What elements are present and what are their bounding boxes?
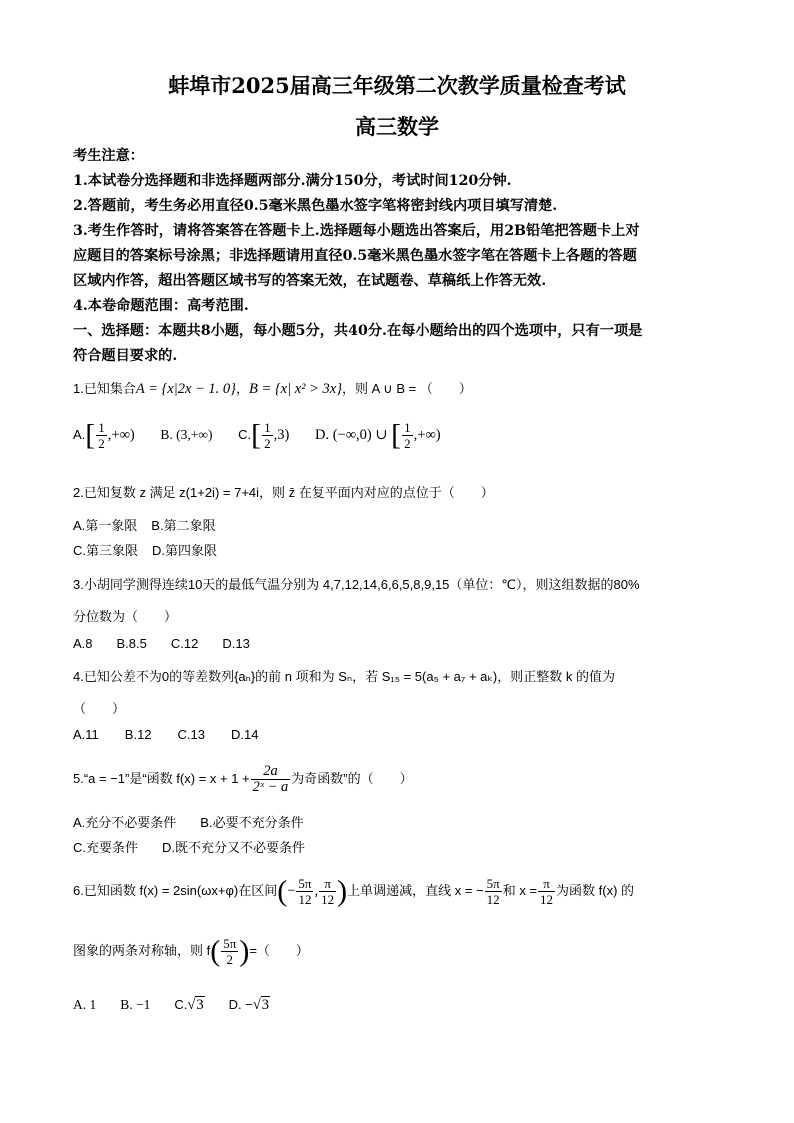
question-2-options-row2 <box>73 542 733 560</box>
q1-option-c-label: C. <box>238 426 252 442</box>
q6-option-a[interactable]: A. 1 <box>73 997 97 1012</box>
q1-option-d-label: D. (−∞,0) ∪ <box>314 426 392 443</box>
bracket-left: [ <box>391 418 402 452</box>
fraction-num: π <box>319 876 336 892</box>
q1-option-c-rest: ,3) <box>273 426 290 443</box>
bracket-left: [ <box>85 418 96 452</box>
question-5-options-row1 <box>73 814 733 832</box>
q1-option-c[interactable] <box>238 420 289 451</box>
q1-set-a: A = {x|2x − 1. 0} <box>135 381 236 397</box>
question-5-options-row2 <box>73 839 733 857</box>
fraction-half <box>262 420 273 451</box>
q2-option-b[interactable]: B.第二象限 <box>151 518 216 533</box>
question-6-options <box>73 996 733 1014</box>
q1-option-d[interactable] <box>315 420 441 451</box>
q6-comma: , <box>314 883 319 899</box>
q6-prefix: 6.已知函数 f(x) = 2sin(ωx+φ)在区间 <box>73 883 278 898</box>
notice-item-3-cont2: 区域内作答，超出答题区域书写的答案无效，在试题卷、草稿纸上作答无效. <box>73 273 547 289</box>
question-4-stem-cont: （ ） <box>73 701 126 716</box>
question-4-stem: 4.已知公差不为0的等差数列{aₙ}的前 n 项和为 Sₙ，若 S₁₅ = 5(a₅ + a₇ + aₖ)，则正整数 k 的值为 <box>73 669 615 684</box>
q3-option-c[interactable]: C.12 <box>170 636 199 651</box>
q6-frac-4 <box>538 876 555 907</box>
q5-option-a[interactable]: A.充分不必要条件 <box>73 815 177 830</box>
q5-option-b[interactable]: B.必要不充分条件 <box>200 815 304 830</box>
sqrt-icon: √ <box>252 997 261 1013</box>
q5-option-d[interactable]: D.既不充分又不必要条件 <box>162 840 306 855</box>
q5-fraction <box>251 764 291 795</box>
fraction-num: 1 <box>404 420 411 435</box>
question-2-stem: 2.已知复数 z 满足 z(1+2i) = 7+4i，则 z̄ 在复平面内对应的点位于（ ） <box>73 485 494 500</box>
q5-suffix: 为奇函数”的（ ） <box>291 771 413 786</box>
q4-option-c[interactable]: C.13 <box>177 727 205 742</box>
q2-option-d[interactable]: D.第四象限 <box>152 543 218 558</box>
q6-option-b[interactable]: B. −1 <box>120 997 151 1012</box>
fraction-half <box>96 420 107 451</box>
q4-option-d[interactable]: D.14 <box>231 727 259 742</box>
q6-option-d-label: D. − <box>228 997 253 1012</box>
q6-option-c[interactable] <box>174 996 204 1014</box>
fraction-den: 2 <box>98 436 105 451</box>
sqrt-value: 3 <box>261 997 270 1013</box>
q6-line2-prefix: 图象的两条对称轴，则 f <box>73 943 211 958</box>
notice-item-2: 2.答题前，考生务必用直径0.5毫米黑色墨水签字笔将密封线内项目填写清楚. <box>73 198 558 214</box>
notice-item-3: 3.考生作答时，请将答案答在答题卡上.选择题每小题选出答案后，用2B铅笔把答题卡上对 <box>73 223 640 239</box>
q6-option-c-label: C. <box>174 997 188 1012</box>
q1-option-b[interactable]: B. (3,+∞) <box>160 426 213 442</box>
fraction-num: 2a <box>251 764 291 780</box>
fraction-half <box>402 420 413 451</box>
paren-right: ) <box>239 934 250 968</box>
q1-sep: ， <box>235 381 249 396</box>
q6-frac-1 <box>296 876 313 907</box>
q6-line2-suffix: =（ ） <box>249 943 309 958</box>
q1-option-a[interactable] <box>73 420 135 451</box>
fraction-num: 1 <box>98 420 105 435</box>
q3-option-a[interactable]: A.8 <box>73 636 93 651</box>
fraction-num: 5π <box>298 876 312 892</box>
section-heading: 一、选择题：本题共8小题，每小题5分，共40分.在每小题给出的四个选项中，只有一项是 <box>73 323 643 339</box>
question-3-stem-cont: 分位数为（ ） <box>73 609 178 624</box>
q2-option-a[interactable]: A.第一象限 <box>73 518 138 533</box>
q5-prefix: 5.“a = −1”是“函数 f(x) = x + 1 + <box>73 771 250 786</box>
q5-option-c[interactable]: C.充要条件 <box>73 840 139 855</box>
q6-frac-3 <box>485 876 502 907</box>
question-3-options <box>73 635 733 653</box>
q6-and: 和 x = <box>502 883 538 898</box>
question-3-stem: 3.小胡同学测得连续10天的最低气温分别为 4,7,12,14,6,6,5,8,9,15（单位：℃），则这组数据的80% <box>73 577 640 592</box>
fraction-den: 2ˣ − a <box>252 779 289 796</box>
q3-option-d[interactable]: D.13 <box>222 636 250 651</box>
notice-item-1: 1.本试卷分选择题和非选择题两部分.满分150分，考试时间120分钟. <box>73 173 512 189</box>
question-1-options <box>73 420 733 451</box>
question-2-options-row1 <box>73 517 733 535</box>
q6-minus: − <box>287 883 296 899</box>
q1-option-a-rest: ,+∞) <box>107 426 135 443</box>
paren-left: ( <box>277 874 288 908</box>
fraction-num: π <box>538 876 555 892</box>
q2-option-c[interactable]: C.第三象限 <box>73 543 139 558</box>
question-6-stem-cont <box>73 932 733 970</box>
q6-option-d[interactable] <box>229 996 270 1014</box>
q1-suffix: ，则 A ∪ B = （ ） <box>342 381 472 396</box>
q6-end: 为函数 f(x) 的 <box>556 883 635 898</box>
notice-heading: 考生注意： <box>73 148 144 164</box>
fraction-num: 1 <box>264 420 271 435</box>
question-5-stem <box>73 761 733 797</box>
q1-option-d-rest: ,+∞) <box>413 426 441 443</box>
exam-title: 蚌埠市2025届高三年级第二次教学质量检查考试 <box>168 73 626 98</box>
fraction-den: 12 <box>540 892 554 908</box>
q6-frac-5 <box>221 936 238 967</box>
paren-right: ) <box>337 874 348 908</box>
notice-item-3-cont: 应题目的答案标号涂黑；非选择题请用直径0.5毫米黑色墨水签字笔在答题卡上各题的答题 <box>73 248 637 264</box>
q1-option-a-label: A. <box>73 426 86 442</box>
paren-left: ( <box>210 934 221 968</box>
q6-frac-2 <box>319 876 336 907</box>
fraction-den: 12 <box>486 892 500 908</box>
fraction-num: 5π <box>486 876 500 892</box>
q1-set-b: B = {x| x² > 3x} <box>248 381 343 397</box>
question-6-stem <box>73 872 733 910</box>
sqrt-value: 3 <box>196 997 204 1013</box>
question-4-options <box>73 726 733 744</box>
bracket-left: [ <box>251 418 262 452</box>
q1-prefix: 1.已知集合 <box>73 381 136 396</box>
notice-item-4: 4.本卷命题范围：高考范围. <box>73 298 249 314</box>
sqrt-icon: √ <box>187 997 196 1013</box>
q4-option-b[interactable]: B.12 <box>124 727 152 742</box>
q4-option-a[interactable]: A.11 <box>73 727 99 742</box>
section-heading-cont: 符合题目要求的. <box>73 348 178 364</box>
fraction-den: 2 <box>226 952 234 968</box>
exam-subject: 高三数学 <box>355 114 439 139</box>
fraction-den: 12 <box>298 892 312 908</box>
q3-option-b[interactable]: B.8.5 <box>116 636 147 651</box>
fraction-den: 2 <box>264 436 271 451</box>
fraction-den: 12 <box>321 892 335 908</box>
q6-mid: 上单调递减，直线 x = − <box>347 883 484 898</box>
question-1-stem <box>73 380 733 398</box>
fraction-den: 2 <box>404 436 411 451</box>
fraction-num: 5π <box>223 936 237 952</box>
